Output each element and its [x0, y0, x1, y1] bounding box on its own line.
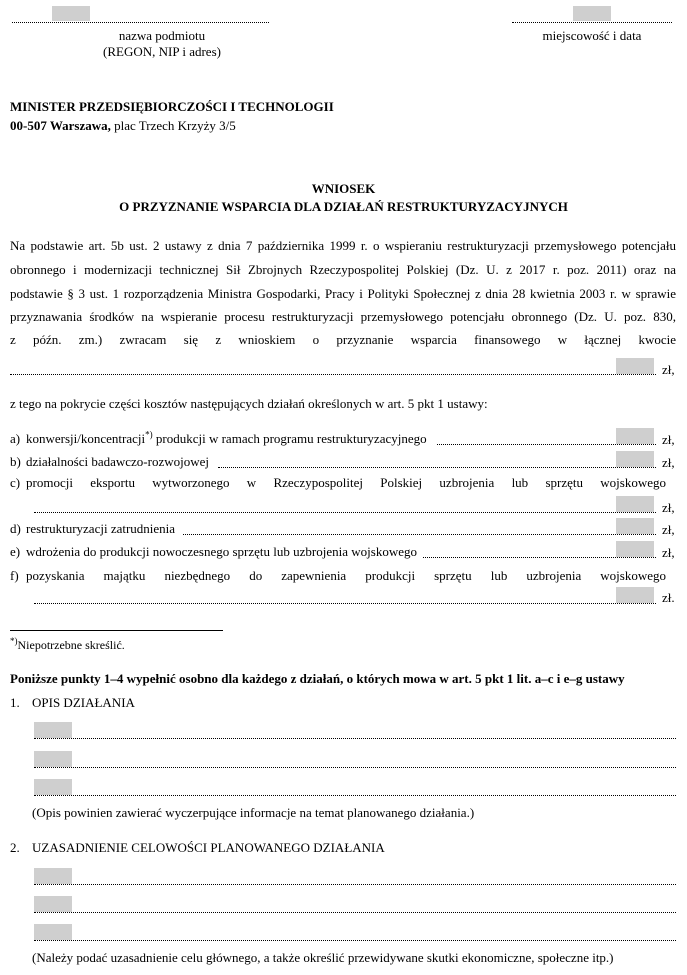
instruction: Poniższe punkty 1–4 wypełnić osobno dla każdego z działań, o których mowa w art. 5 pkt 1 lit. a–c i e–g ustawy [10, 671, 625, 686]
item-a-amount-field[interactable] [437, 444, 656, 445]
section1-number: 1. [10, 695, 20, 710]
item-e-currency: zł, [662, 545, 675, 560]
total-amount-currency: zł, [662, 362, 675, 377]
item-d-amount-field[interactable] [183, 534, 656, 535]
title-line2: O PRZYZNANIE WSPARCIA DLA DZIAŁAŃ RESTRUKTURYZACYJNYCH [119, 199, 568, 214]
item-e-letter: e) [10, 544, 21, 559]
footnote [10, 638, 125, 653]
addressee-street: plac Trzech Krzyży 3/5 [110, 118, 236, 133]
total-amount-field[interactable] [10, 374, 656, 375]
total-amount-placeholder [616, 358, 654, 374]
item-c-amount-placeholder [616, 496, 654, 512]
intro-line-4: przyznawania środków na wspieranie procesu restrukturyzacji przemysłowego potencjału obronnego (Dz. U. poz. 830, [10, 309, 676, 324]
item-f-text: pozyskania majątku niezbędnego do zapewnienia produkcji sprzętu lub uzbrojenia wojskowego [26, 568, 666, 583]
place-date-placeholder [573, 6, 611, 21]
addressee-city: 00-507 Warszawa, [10, 118, 111, 133]
item-f-amount-placeholder [616, 587, 654, 603]
intro-line-1: Na podstawie art. 5b ust. 2 ustawy z dnia 7 października 1999 r. o wspieraniu restrukturyzacji przemysłowego potencjału [10, 238, 676, 253]
item-d-text: restrukturyzacji zatrudnienia [26, 521, 176, 536]
section1-placeholder-3 [34, 779, 72, 795]
item-b-amount-field[interactable] [218, 467, 656, 468]
item-e-amount-placeholder [616, 541, 654, 557]
item-c-amount-field[interactable] [34, 512, 656, 513]
section1-placeholder-2 [34, 751, 72, 767]
item-c-letter: c) [10, 475, 21, 490]
section2-placeholder-3 [34, 924, 72, 940]
entity-name-field[interactable] [12, 22, 269, 23]
intro-line-2: obronnego i modernizacji technicznej Sił Zbrojnych Rzeczypospolitej Polskiej (Dz. U. z 2017 r. poz. 2011) oraz na [10, 262, 676, 277]
item-a-text [26, 431, 427, 447]
section1-line-1[interactable] [34, 738, 676, 739]
footnote-rule [10, 630, 223, 631]
item-b-text: działalności badawczo-rozwojowej [26, 454, 210, 469]
section2-line-3[interactable] [34, 940, 676, 941]
title-line1: WNIOSEK [311, 181, 376, 196]
section2-note: (Należy podać uzasadnienie celu głównego, a także określić przewidywane skutki ekonomiczne, społeczne itp.) [32, 950, 614, 965]
entity-label: nazwa podmiotu [118, 28, 206, 43]
item-e-text: wdrożenia do produkcji nowoczesnego sprzętu lub uzbrojenia wojskowego [26, 544, 417, 559]
section1-title: OPIS DZIAŁANIA [32, 695, 135, 710]
item-f-letter: f) [10, 568, 19, 583]
addressee-address [10, 118, 236, 134]
section1-line-2[interactable] [34, 767, 676, 768]
entity-sublabel: (REGON, NIP i adres) [103, 44, 221, 59]
item-e-amount-field[interactable] [423, 557, 656, 558]
item-d-letter: d) [10, 521, 21, 536]
section1-placeholder-1 [34, 722, 72, 738]
intro-line-3: podstawie § 3 ust. 1 rozporządzenia Ministra Gospodarki, Pracy i Polityki Społecznej z dnia 28 kwietnia 2003 r. w sprawie [10, 286, 676, 301]
section2-title: UZASADNIENIE CELOWOŚCI PLANOWANEGO DZIAŁANIA [32, 840, 385, 855]
item-a-text-part2: produkcji w ramach programu restrukturyzacyjnego [152, 431, 427, 446]
item-a-currency: zł, [662, 432, 675, 447]
item-a-letter: a) [10, 431, 21, 446]
section2-number: 2. [10, 840, 20, 855]
addressee-name: MINISTER PRZEDSIĘBIORCZOŚCI I TECHNOLOGII [10, 99, 334, 114]
footnote-mark: *) [10, 636, 18, 646]
item-a-amount-placeholder [616, 428, 654, 444]
footnote-text: Niepotrzebne skreślić. [17, 638, 125, 652]
place-date-field[interactable] [512, 22, 672, 23]
item-b-currency: zł, [662, 455, 675, 470]
section1-note: (Opis powinien zawierać wyczerpujące informacje na temat planowanego działania.) [32, 805, 475, 820]
section2-line-1[interactable] [34, 884, 676, 885]
item-c-currency: zł, [662, 500, 675, 515]
section1-line-3[interactable] [34, 795, 676, 796]
section2-placeholder-2 [34, 896, 72, 912]
item-c-text: promocji eksportu wytworzonego w Rzeczypospolitej Polskiej uzbrojenia lub sprzętu wojskowego [26, 475, 666, 490]
item-d-amount-placeholder [616, 518, 654, 534]
item-b-amount-placeholder [616, 451, 654, 467]
section2-placeholder-1 [34, 868, 72, 884]
intro-line-5: z późn. zm.) zwracam się z wnioskiem o przyznanie wsparcia finansowego w łącznej kwocie [10, 332, 676, 347]
section2-line-2[interactable] [34, 912, 676, 913]
item-f-currency: zł. [662, 590, 675, 605]
item-a-footnote-mark: *) [145, 429, 153, 440]
item-f-amount-field[interactable] [34, 603, 656, 604]
entity-name-placeholder [52, 6, 90, 21]
item-d-currency: zł, [662, 522, 675, 537]
place-date-label: miejscowość i data [542, 28, 642, 43]
item-a-text-part1: konwersji/koncentracji [26, 431, 146, 446]
costs-intro: z tego na pokrycie części kosztów następujących działań określonych w art. 5 pkt 1 ustawy: [10, 396, 488, 411]
item-b-letter: b) [10, 454, 21, 469]
